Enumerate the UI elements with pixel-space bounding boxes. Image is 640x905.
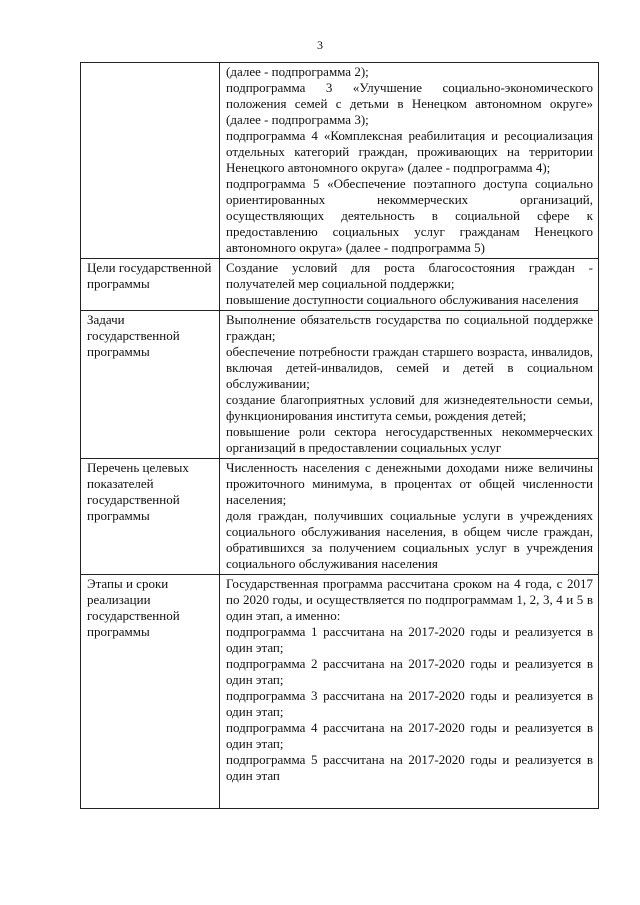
program-passport-table — [80, 62, 599, 809]
paragraph: (далее - подпрограмма 2); — [226, 64, 369, 79]
paragraph: повышение доступности социального обслуживания населения — [226, 292, 579, 307]
row-label-goals: Цели государственной программы — [81, 259, 220, 311]
row-label-indicators: Перечень целевых показателей государственной программы — [81, 459, 220, 575]
paragraph: подпрограмма 5 «Обеспечение поэтапного доступа социально ориентированных некоммерческих организаций, осуществляющих деятельность в социальной сфере к предоставлению социальных услуг гражданам Ненецкого автономного округа» (далее - подпрограмма 5) — [226, 176, 593, 255]
paragraph: подпрограмма 5 рассчитана на 2017-2020 годы и реализуется в один этап — [226, 752, 593, 783]
row-content — [220, 259, 599, 311]
table-row — [81, 575, 599, 809]
row-label-tasks: Задачи государственной программы — [81, 311, 220, 459]
table-row — [81, 459, 599, 575]
table-row — [81, 259, 599, 311]
paragraph: подпрограмма 4 рассчитана на 2017-2020 годы и реализуется в один этап; — [226, 720, 593, 751]
paragraph: создание благоприятных условий для жизнедеятельности семьи, функционирования института семьи, рождения детей; — [226, 392, 593, 423]
paragraph: обеспечение потребности граждан старшего возраста, инвалидов, включая детей-инвалидов, семей и детей в социальном обслуживании; — [226, 344, 593, 391]
paragraph: Выполнение обязательств государства по социальной поддержке граждан; — [226, 312, 593, 343]
paragraph: подпрограмма 3 рассчитана на 2017-2020 годы и реализуется в один этап; — [226, 688, 593, 719]
paragraph: доля граждан, получивших социальные услуги в учреждениях социального обслуживания населения, в общем числе граждан, обратившихся за получением социальных услуг в учреждения социального обслуживания населения — [226, 508, 593, 571]
paragraph: подпрограмма 2 рассчитана на 2017-2020 годы и реализуется в один этап; — [226, 656, 593, 687]
row-content — [220, 575, 599, 809]
row-label-stages: Этапы и сроки реализации государственной программы — [81, 575, 220, 809]
row-content — [220, 459, 599, 575]
table-row — [81, 63, 599, 259]
row-content — [220, 63, 599, 259]
paragraph: Государственная программа рассчитана сроком на 4 года, с 2017 по 2020 годы, и осуществляется по подпрограммам 1, 2, 3, 4 и 5 в один этап, а именно: — [226, 576, 593, 623]
table-row — [81, 311, 599, 459]
row-label — [81, 63, 220, 259]
page-number: 3 — [317, 38, 323, 52]
paragraph: подпрограмма 3 «Улучшение социально-экономического положения семей с детьми в Ненецком автономном округе» (далее - подпрограмма 3); — [226, 80, 593, 127]
cell-bottom-spacing — [226, 784, 593, 806]
paragraph: подпрограмма 4 «Комплексная реабилитация и ресоциализация отдельных категорий граждан, проживающих на территории Ненецкого автономного округа» (далее - подпрограмма 4); — [226, 128, 593, 175]
paragraph: повышение роли сектора негосударственных некоммерческих организаций в предоставлении социальных услуг — [226, 424, 593, 455]
paragraph: Создание условий для роста благосостояния граждан - получателей мер социальной поддержки; — [226, 260, 593, 291]
paragraph: Численность населения с денежными доходами ниже величины прожиточного минимума, в процентах от общей численности населения; — [226, 460, 593, 507]
paragraph: подпрограмма 1 рассчитана на 2017-2020 годы и реализуется в один этап; — [226, 624, 593, 655]
row-content — [220, 311, 599, 459]
